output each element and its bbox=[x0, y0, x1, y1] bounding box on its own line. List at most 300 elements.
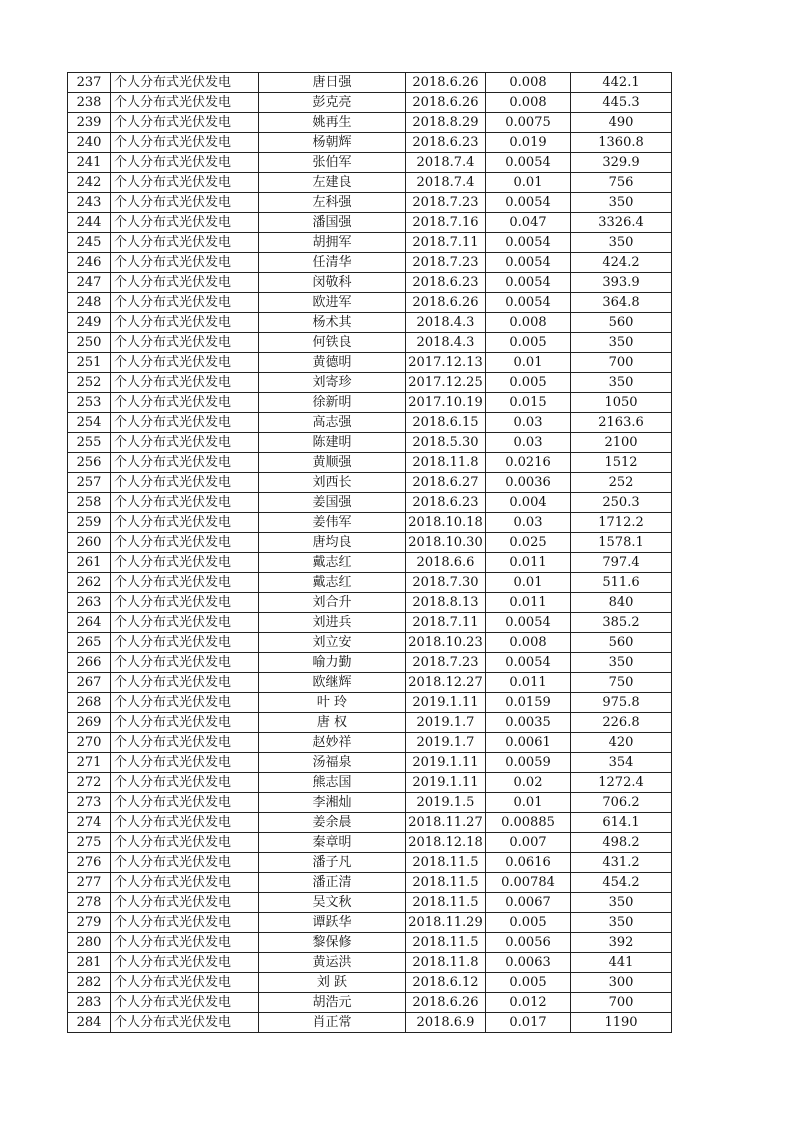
project-type-cell: 个人分布式光伏发电 bbox=[111, 353, 259, 373]
table-row bbox=[68, 393, 672, 413]
amount-cell: 445.3 bbox=[571, 93, 672, 113]
grid-date-cell: 2019.1.11 bbox=[406, 753, 486, 773]
table-row bbox=[68, 673, 672, 693]
grid-date-cell: 2018.6.26 bbox=[406, 293, 486, 313]
row-number-cell: 239 bbox=[68, 113, 111, 133]
row-number-cell: 267 bbox=[68, 673, 111, 693]
owner-name-cell: 欧进军 bbox=[259, 293, 406, 313]
amount-cell: 490 bbox=[571, 113, 672, 133]
grid-date-cell: 2018.11.5 bbox=[406, 873, 486, 893]
grid-date-cell: 2018.6.12 bbox=[406, 973, 486, 993]
project-type-cell: 个人分布式光伏发电 bbox=[111, 93, 259, 113]
amount-cell: 392 bbox=[571, 933, 672, 953]
capacity-cell: 0.0054 bbox=[486, 153, 571, 173]
project-type-cell: 个人分布式光伏发电 bbox=[111, 393, 259, 413]
table-row bbox=[68, 173, 672, 193]
amount-cell: 975.8 bbox=[571, 693, 672, 713]
project-type-cell: 个人分布式光伏发电 bbox=[111, 473, 259, 493]
table-row bbox=[68, 733, 672, 753]
project-type-cell: 个人分布式光伏发电 bbox=[111, 293, 259, 313]
project-type-cell: 个人分布式光伏发电 bbox=[111, 853, 259, 873]
capacity-cell: 0.011 bbox=[486, 553, 571, 573]
capacity-cell: 0.008 bbox=[486, 633, 571, 653]
project-type-cell: 个人分布式光伏发电 bbox=[111, 413, 259, 433]
amount-cell: 2100 bbox=[571, 433, 672, 453]
project-type-cell: 个人分布式光伏发电 bbox=[111, 133, 259, 153]
grid-date-cell: 2018.5.30 bbox=[406, 433, 486, 453]
capacity-cell: 0.0054 bbox=[486, 653, 571, 673]
project-type-cell: 个人分布式光伏发电 bbox=[111, 553, 259, 573]
project-type-cell: 个人分布式光伏发电 bbox=[111, 893, 259, 913]
row-number-cell: 241 bbox=[68, 153, 111, 173]
row-number-cell: 247 bbox=[68, 273, 111, 293]
owner-name-cell: 潘国强 bbox=[259, 213, 406, 233]
amount-cell: 700 bbox=[571, 353, 672, 373]
amount-cell: 700 bbox=[571, 993, 672, 1013]
capacity-cell: 0.005 bbox=[486, 333, 571, 353]
owner-name-cell: 谭跃华 bbox=[259, 913, 406, 933]
capacity-cell: 0.005 bbox=[486, 373, 571, 393]
amount-cell: 424.2 bbox=[571, 253, 672, 273]
row-number-cell: 283 bbox=[68, 993, 111, 1013]
owner-name-cell: 秦章明 bbox=[259, 833, 406, 853]
grid-date-cell: 2018.7.11 bbox=[406, 233, 486, 253]
capacity-cell: 0.01 bbox=[486, 793, 571, 813]
table-row bbox=[68, 773, 672, 793]
project-type-cell: 个人分布式光伏发电 bbox=[111, 653, 259, 673]
grid-date-cell: 2018.11.5 bbox=[406, 933, 486, 953]
owner-name-cell: 刘 跃 bbox=[259, 973, 406, 993]
table-row bbox=[68, 153, 672, 173]
project-type-cell: 个人分布式光伏发电 bbox=[111, 993, 259, 1013]
project-type-cell: 个人分布式光伏发电 bbox=[111, 953, 259, 973]
capacity-cell: 0.025 bbox=[486, 533, 571, 553]
table-row bbox=[68, 573, 672, 593]
project-type-cell: 个人分布式光伏发电 bbox=[111, 673, 259, 693]
owner-name-cell: 何铁良 bbox=[259, 333, 406, 353]
owner-name-cell: 高志强 bbox=[259, 413, 406, 433]
table-row bbox=[68, 793, 672, 813]
owner-name-cell: 张伯军 bbox=[259, 153, 406, 173]
row-number-cell: 245 bbox=[68, 233, 111, 253]
table-row bbox=[68, 593, 672, 613]
grid-date-cell: 2018.11.8 bbox=[406, 453, 486, 473]
table-row bbox=[68, 273, 672, 293]
project-type-cell: 个人分布式光伏发电 bbox=[111, 833, 259, 853]
amount-cell: 350 bbox=[571, 893, 672, 913]
grid-date-cell: 2018.6.26 bbox=[406, 993, 486, 1013]
grid-date-cell: 2018.12.18 bbox=[406, 833, 486, 853]
owner-name-cell: 左建良 bbox=[259, 173, 406, 193]
capacity-cell: 0.0036 bbox=[486, 473, 571, 493]
capacity-cell: 0.0054 bbox=[486, 233, 571, 253]
owner-name-cell: 姜国强 bbox=[259, 493, 406, 513]
grid-date-cell: 2018.11.5 bbox=[406, 853, 486, 873]
amount-cell: 385.2 bbox=[571, 613, 672, 633]
capacity-cell: 0.011 bbox=[486, 673, 571, 693]
project-type-cell: 个人分布式光伏发电 bbox=[111, 373, 259, 393]
project-type-cell: 个人分布式光伏发电 bbox=[111, 173, 259, 193]
project-type-cell: 个人分布式光伏发电 bbox=[111, 513, 259, 533]
owner-name-cell: 姚再生 bbox=[259, 113, 406, 133]
row-number-cell: 237 bbox=[68, 73, 111, 93]
table-row bbox=[68, 193, 672, 213]
capacity-cell: 0.005 bbox=[486, 913, 571, 933]
owner-name-cell: 姜余晨 bbox=[259, 813, 406, 833]
owner-name-cell: 唐均良 bbox=[259, 533, 406, 553]
row-number-cell: 275 bbox=[68, 833, 111, 853]
project-type-cell: 个人分布式光伏发电 bbox=[111, 933, 259, 953]
grid-date-cell: 2018.7.30 bbox=[406, 573, 486, 593]
table-row bbox=[68, 113, 672, 133]
row-number-cell: 260 bbox=[68, 533, 111, 553]
project-type-cell: 个人分布式光伏发电 bbox=[111, 253, 259, 273]
capacity-cell: 0.012 bbox=[486, 993, 571, 1013]
owner-name-cell: 杨朝辉 bbox=[259, 133, 406, 153]
table-row bbox=[68, 933, 672, 953]
capacity-cell: 0.005 bbox=[486, 973, 571, 993]
project-type-cell: 个人分布式光伏发电 bbox=[111, 433, 259, 453]
row-number-cell: 277 bbox=[68, 873, 111, 893]
amount-cell: 300 bbox=[571, 973, 672, 993]
owner-name-cell: 黎保修 bbox=[259, 933, 406, 953]
grid-date-cell: 2018.10.30 bbox=[406, 533, 486, 553]
capacity-cell: 0.0054 bbox=[486, 613, 571, 633]
capacity-cell: 0.01 bbox=[486, 173, 571, 193]
project-type-cell: 个人分布式光伏发电 bbox=[111, 273, 259, 293]
row-number-cell: 253 bbox=[68, 393, 111, 413]
project-type-cell: 个人分布式光伏发电 bbox=[111, 793, 259, 813]
grid-date-cell: 2018.6.15 bbox=[406, 413, 486, 433]
amount-cell: 442.1 bbox=[571, 73, 672, 93]
row-number-cell: 250 bbox=[68, 333, 111, 353]
owner-name-cell: 陈建明 bbox=[259, 433, 406, 453]
table-row bbox=[68, 373, 672, 393]
table-row bbox=[68, 413, 672, 433]
table-row bbox=[68, 693, 672, 713]
amount-cell: 350 bbox=[571, 333, 672, 353]
project-type-cell: 个人分布式光伏发电 bbox=[111, 973, 259, 993]
project-type-cell: 个人分布式光伏发电 bbox=[111, 193, 259, 213]
capacity-cell: 0.008 bbox=[486, 313, 571, 333]
table-row bbox=[68, 853, 672, 873]
owner-name-cell: 汤福泉 bbox=[259, 753, 406, 773]
row-number-cell: 246 bbox=[68, 253, 111, 273]
capacity-cell: 0.017 bbox=[486, 1013, 571, 1033]
amount-cell: 614.1 bbox=[571, 813, 672, 833]
row-number-cell: 243 bbox=[68, 193, 111, 213]
project-type-cell: 个人分布式光伏发电 bbox=[111, 693, 259, 713]
table-body bbox=[68, 73, 672, 1033]
capacity-cell: 0.0075 bbox=[486, 113, 571, 133]
project-type-cell: 个人分布式光伏发电 bbox=[111, 153, 259, 173]
project-type-cell: 个人分布式光伏发电 bbox=[111, 233, 259, 253]
capacity-cell: 0.019 bbox=[486, 133, 571, 153]
amount-cell: 226.8 bbox=[571, 713, 672, 733]
amount-cell: 1512 bbox=[571, 453, 672, 473]
project-type-cell: 个人分布式光伏发电 bbox=[111, 593, 259, 613]
owner-name-cell: 叶 玲 bbox=[259, 693, 406, 713]
grid-date-cell: 2018.6.27 bbox=[406, 473, 486, 493]
amount-cell: 756 bbox=[571, 173, 672, 193]
row-number-cell: 244 bbox=[68, 213, 111, 233]
amount-cell: 441 bbox=[571, 953, 672, 973]
amount-cell: 1190 bbox=[571, 1013, 672, 1033]
amount-cell: 2163.6 bbox=[571, 413, 672, 433]
owner-name-cell: 肖正常 bbox=[259, 1013, 406, 1033]
owner-name-cell: 潘子凡 bbox=[259, 853, 406, 873]
grid-date-cell: 2018.7.16 bbox=[406, 213, 486, 233]
capacity-cell: 0.0054 bbox=[486, 293, 571, 313]
owner-name-cell: 姜伟军 bbox=[259, 513, 406, 533]
capacity-cell: 0.011 bbox=[486, 593, 571, 613]
table-row bbox=[68, 913, 672, 933]
grid-date-cell: 2018.7.23 bbox=[406, 253, 486, 273]
table-row bbox=[68, 813, 672, 833]
grid-date-cell: 2018.8.29 bbox=[406, 113, 486, 133]
owner-name-cell: 黄顺强 bbox=[259, 453, 406, 473]
owner-name-cell: 唐日强 bbox=[259, 73, 406, 93]
owner-name-cell: 刘西长 bbox=[259, 473, 406, 493]
row-number-cell: 265 bbox=[68, 633, 111, 653]
amount-cell: 431.2 bbox=[571, 853, 672, 873]
grid-date-cell: 2018.6.23 bbox=[406, 493, 486, 513]
project-type-cell: 个人分布式光伏发电 bbox=[111, 213, 259, 233]
capacity-cell: 0.0216 bbox=[486, 453, 571, 473]
row-number-cell: 238 bbox=[68, 93, 111, 113]
capacity-cell: 0.0054 bbox=[486, 253, 571, 273]
grid-date-cell: 2019.1.11 bbox=[406, 693, 486, 713]
owner-name-cell: 任清华 bbox=[259, 253, 406, 273]
amount-cell: 560 bbox=[571, 313, 672, 333]
owner-name-cell: 熊志国 bbox=[259, 773, 406, 793]
capacity-cell: 0.047 bbox=[486, 213, 571, 233]
grid-date-cell: 2018.6.6 bbox=[406, 553, 486, 573]
row-number-cell: 280 bbox=[68, 933, 111, 953]
project-type-cell: 个人分布式光伏发电 bbox=[111, 493, 259, 513]
amount-cell: 797.4 bbox=[571, 553, 672, 573]
capacity-cell: 0.015 bbox=[486, 393, 571, 413]
amount-cell: 1272.4 bbox=[571, 773, 672, 793]
project-type-cell: 个人分布式光伏发电 bbox=[111, 633, 259, 653]
project-type-cell: 个人分布式光伏发电 bbox=[111, 613, 259, 633]
capacity-cell: 0.03 bbox=[486, 413, 571, 433]
owner-name-cell: 左科强 bbox=[259, 193, 406, 213]
row-number-cell: 279 bbox=[68, 913, 111, 933]
table-row bbox=[68, 333, 672, 353]
amount-cell: 840 bbox=[571, 593, 672, 613]
grid-date-cell: 2018.11.29 bbox=[406, 913, 486, 933]
capacity-cell: 0.0054 bbox=[486, 193, 571, 213]
table-row bbox=[68, 753, 672, 773]
grid-date-cell: 2018.10.18 bbox=[406, 513, 486, 533]
owner-name-cell: 欧继辉 bbox=[259, 673, 406, 693]
table-row bbox=[68, 873, 672, 893]
row-number-cell: 278 bbox=[68, 893, 111, 913]
project-type-cell: 个人分布式光伏发电 bbox=[111, 913, 259, 933]
row-number-cell: 274 bbox=[68, 813, 111, 833]
grid-date-cell: 2018.11.5 bbox=[406, 893, 486, 913]
owner-name-cell: 徐新明 bbox=[259, 393, 406, 413]
capacity-cell: 0.02 bbox=[486, 773, 571, 793]
project-type-cell: 个人分布式光伏发电 bbox=[111, 733, 259, 753]
grid-date-cell: 2018.10.23 bbox=[406, 633, 486, 653]
amount-cell: 364.8 bbox=[571, 293, 672, 313]
project-type-cell: 个人分布式光伏发电 bbox=[111, 713, 259, 733]
row-number-cell: 251 bbox=[68, 353, 111, 373]
owner-name-cell: 黄运洪 bbox=[259, 953, 406, 973]
amount-cell: 1050 bbox=[571, 393, 672, 413]
project-type-cell: 个人分布式光伏发电 bbox=[111, 773, 259, 793]
project-type-cell: 个人分布式光伏发电 bbox=[111, 1013, 259, 1033]
capacity-cell: 0.00885 bbox=[486, 813, 571, 833]
amount-cell: 3326.4 bbox=[571, 213, 672, 233]
row-number-cell: 256 bbox=[68, 453, 111, 473]
amount-cell: 560 bbox=[571, 633, 672, 653]
amount-cell: 420 bbox=[571, 733, 672, 753]
row-number-cell: 263 bbox=[68, 593, 111, 613]
capacity-cell: 0.01 bbox=[486, 573, 571, 593]
grid-date-cell: 2018.4.3 bbox=[406, 333, 486, 353]
owner-name-cell: 吴文秋 bbox=[259, 893, 406, 913]
row-number-cell: 269 bbox=[68, 713, 111, 733]
grid-date-cell: 2017.12.25 bbox=[406, 373, 486, 393]
owner-name-cell: 胡浩元 bbox=[259, 993, 406, 1013]
owner-name-cell: 李湘灿 bbox=[259, 793, 406, 813]
row-number-cell: 248 bbox=[68, 293, 111, 313]
owner-name-cell: 唐 权 bbox=[259, 713, 406, 733]
project-type-cell: 个人分布式光伏发电 bbox=[111, 73, 259, 93]
project-type-cell: 个人分布式光伏发电 bbox=[111, 313, 259, 333]
owner-name-cell: 胡拥军 bbox=[259, 233, 406, 253]
owner-name-cell: 彭克亮 bbox=[259, 93, 406, 113]
table-row bbox=[68, 93, 672, 113]
amount-cell: 350 bbox=[571, 233, 672, 253]
owner-name-cell: 杨术其 bbox=[259, 313, 406, 333]
amount-cell: 250.3 bbox=[571, 493, 672, 513]
table-row bbox=[68, 953, 672, 973]
row-number-cell: 284 bbox=[68, 1013, 111, 1033]
row-number-cell: 266 bbox=[68, 653, 111, 673]
row-number-cell: 272 bbox=[68, 773, 111, 793]
owner-name-cell: 戴志红 bbox=[259, 553, 406, 573]
table-row bbox=[68, 633, 672, 653]
project-type-cell: 个人分布式光伏发电 bbox=[111, 333, 259, 353]
amount-cell: 350 bbox=[571, 193, 672, 213]
amount-cell: 350 bbox=[571, 653, 672, 673]
row-number-cell: 276 bbox=[68, 853, 111, 873]
grid-date-cell: 2018.6.23 bbox=[406, 273, 486, 293]
grid-date-cell: 2018.7.23 bbox=[406, 653, 486, 673]
table-row bbox=[68, 493, 672, 513]
capacity-cell: 0.008 bbox=[486, 93, 571, 113]
row-number-cell: 257 bbox=[68, 473, 111, 493]
owner-name-cell: 戴志红 bbox=[259, 573, 406, 593]
grid-date-cell: 2019.1.5 bbox=[406, 793, 486, 813]
project-type-cell: 个人分布式光伏发电 bbox=[111, 113, 259, 133]
amount-cell: 750 bbox=[571, 673, 672, 693]
grid-date-cell: 2018.7.4 bbox=[406, 153, 486, 173]
row-number-cell: 249 bbox=[68, 313, 111, 333]
capacity-cell: 0.007 bbox=[486, 833, 571, 853]
table-row bbox=[68, 433, 672, 453]
grid-date-cell: 2018.8.13 bbox=[406, 593, 486, 613]
amount-cell: 393.9 bbox=[571, 273, 672, 293]
amount-cell: 329.9 bbox=[571, 153, 672, 173]
row-number-cell: 268 bbox=[68, 693, 111, 713]
table-row bbox=[68, 833, 672, 853]
capacity-cell: 0.0067 bbox=[486, 893, 571, 913]
grid-date-cell: 2018.11.8 bbox=[406, 953, 486, 973]
amount-cell: 454.2 bbox=[571, 873, 672, 893]
capacity-cell: 0.0059 bbox=[486, 753, 571, 773]
table-row bbox=[68, 893, 672, 913]
table-row bbox=[68, 513, 672, 533]
amount-cell: 498.2 bbox=[571, 833, 672, 853]
capacity-cell: 0.0056 bbox=[486, 933, 571, 953]
row-number-cell: 242 bbox=[68, 173, 111, 193]
project-type-cell: 个人分布式光伏发电 bbox=[111, 873, 259, 893]
grid-date-cell: 2018.4.3 bbox=[406, 313, 486, 333]
amount-cell: 354 bbox=[571, 753, 672, 773]
grid-date-cell: 2018.7.11 bbox=[406, 613, 486, 633]
amount-cell: 1712.2 bbox=[571, 513, 672, 533]
owner-name-cell: 喻力勤 bbox=[259, 653, 406, 673]
project-type-cell: 个人分布式光伏发电 bbox=[111, 453, 259, 473]
amount-cell: 706.2 bbox=[571, 793, 672, 813]
capacity-cell: 0.0054 bbox=[486, 273, 571, 293]
table-row bbox=[68, 553, 672, 573]
row-number-cell: 282 bbox=[68, 973, 111, 993]
table-row bbox=[68, 973, 672, 993]
table-row bbox=[68, 353, 672, 373]
grid-date-cell: 2017.12.13 bbox=[406, 353, 486, 373]
amount-cell: 511.6 bbox=[571, 573, 672, 593]
grid-date-cell: 2019.1.7 bbox=[406, 713, 486, 733]
row-number-cell: 270 bbox=[68, 733, 111, 753]
table-row bbox=[68, 613, 672, 633]
project-type-cell: 个人分布式光伏发电 bbox=[111, 753, 259, 773]
grid-date-cell: 2018.7.4 bbox=[406, 173, 486, 193]
row-number-cell: 264 bbox=[68, 613, 111, 633]
grid-date-cell: 2018.6.26 bbox=[406, 93, 486, 113]
grid-date-cell: 2018.6.26 bbox=[406, 73, 486, 93]
table-row bbox=[68, 993, 672, 1013]
capacity-cell: 0.008 bbox=[486, 73, 571, 93]
grid-date-cell: 2018.6.23 bbox=[406, 133, 486, 153]
table-row bbox=[68, 313, 672, 333]
table-row bbox=[68, 293, 672, 313]
owner-name-cell: 刘进兵 bbox=[259, 613, 406, 633]
amount-cell: 350 bbox=[571, 913, 672, 933]
table-row bbox=[68, 453, 672, 473]
owner-name-cell: 赵妙祥 bbox=[259, 733, 406, 753]
grid-date-cell: 2018.11.27 bbox=[406, 813, 486, 833]
table-row bbox=[68, 133, 672, 153]
row-number-cell: 261 bbox=[68, 553, 111, 573]
owner-name-cell: 闵敬科 bbox=[259, 273, 406, 293]
row-number-cell: 240 bbox=[68, 133, 111, 153]
capacity-cell: 0.0035 bbox=[486, 713, 571, 733]
row-number-cell: 271 bbox=[68, 753, 111, 773]
table-row bbox=[68, 533, 672, 553]
capacity-cell: 0.01 bbox=[486, 353, 571, 373]
row-number-cell: 254 bbox=[68, 413, 111, 433]
capacity-cell: 0.004 bbox=[486, 493, 571, 513]
table-row bbox=[68, 713, 672, 733]
capacity-cell: 0.0063 bbox=[486, 953, 571, 973]
amount-cell: 350 bbox=[571, 373, 672, 393]
